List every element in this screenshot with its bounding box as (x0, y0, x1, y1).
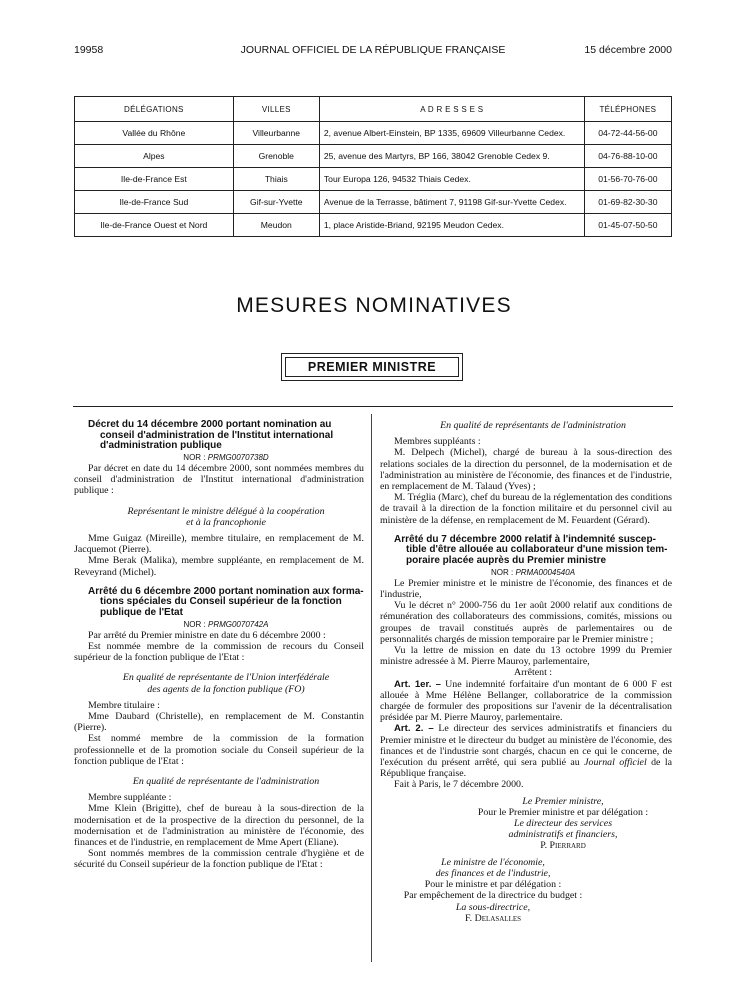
article-text: Le directeur des services administratifs et financiers du Premier ministre et le directeur du budget au ministère de l'économie, des finances et de l'industrie sont chargés, chacun en ce qui le concerne, de l'exécution du présent arrêté, qui sera publié au (380, 723, 672, 769)
signature-block (380, 857, 592, 924)
signature-line: Le Premier ministre, (522, 795, 604, 807)
italic-heading: En qualité de représentante de l'Union interfédérale (122, 672, 330, 684)
signature-line: Le ministre de l'économie, (441, 856, 545, 868)
column-divider (371, 414, 372, 962)
paragraph: Mme Klein (Brigitte), chef de bureau à la sous-direction de la modernisation et de la prospective de la direction du personnel, de la modernisation et de l'administration au ministère de l'économie, des finances et de l'industrie, en remplacement de Mme Apert (Eliane). (74, 803, 364, 849)
right-column (380, 420, 672, 924)
table-cell: Alpes (75, 145, 234, 168)
signatory-name: P. Pierrard (540, 840, 586, 852)
paragraph: M. Delpech (Michel), chargé de bureau à la sous-direction des relations sociales de la direction du personnel, de la modernisation et de l'administration au ministère de l'économie, des finances et de l'industrie, en remplacement de M. Talaud (Yves) ; (380, 447, 672, 493)
article (380, 679, 672, 724)
title-line: publique de l'Etat (100, 607, 183, 618)
article-text: de la République française. (380, 757, 672, 780)
section-title: MESURES NOMINATIVES (236, 294, 512, 317)
nor-code: PRMG0070738D (207, 452, 269, 462)
table-cell: 01-69-82-30-30 (584, 191, 671, 214)
table-cell: 04-72-44-56-00 (584, 122, 671, 145)
signature-block (440, 796, 672, 852)
nor-code: PRMG0070742A (207, 619, 269, 629)
paragraph: Le Premier ministre et le ministre de l'économie, des finances et de l'industrie, (380, 577, 672, 601)
signature-line: Par empêchement de la directrice du budget : (403, 890, 583, 902)
table-cell: Grenoble (233, 145, 319, 168)
title-line: d'administration publique (100, 440, 222, 452)
journal-reference: Journal officiel (584, 757, 647, 769)
table-cell: 25, avenue des Martyrs, BP 166, 38042 Grenoble Cedex 9. (319, 145, 584, 168)
article (380, 723, 672, 779)
paragraph: Vu la lettre de mission en date du 13 octobre 1999 du Premier ministre adressée à M. Pierre Mauroy, parlementaire, (380, 645, 672, 668)
italic-heading: et à la francophonie (186, 516, 266, 528)
left-column (74, 420, 364, 871)
article-text: Une indemnité forfaitaire d'un montant de 6 000 F est allouée à Mme Hélène Bellanger, collaboratrice de la commission chargée de formuler des propositions sur l'avenir de la décentralisation présidée par M. Pierre Mauroy, parlementaire. (380, 678, 672, 724)
table-cell: Tour Europa 126, 94532 Thiais Cedex. (319, 168, 584, 191)
journal-title: JOURNAL OFFICIEL DE LA RÉPUBLIQUE FRANÇAISE (240, 44, 506, 56)
table-cell: 01-56-70-76-00 (584, 168, 671, 191)
nor-label: NOR : (183, 619, 206, 629)
signature-line: administratifs et financiers, (508, 829, 618, 841)
signature-line: des finances et de l'industrie, (435, 867, 551, 879)
ministry-box (281, 353, 463, 381)
table-cell: Ile-de-France Sud (75, 191, 234, 214)
table-cell: Ile-de-France Est (75, 168, 234, 191)
table-cell: 1, place Aristide-Briand, 92195 Meudon Cedex. (319, 214, 584, 237)
paragraph: Membres suppléants : (394, 436, 481, 448)
paragraph: Est nommé membre de la commission de la formation professionnelle et de la promotion sociale du Conseil supérieur de la fonction publique de l'Etat : (74, 733, 364, 767)
table-row (75, 214, 672, 237)
signatory-name: F. Delasalles (464, 912, 522, 924)
table-cell: Gif-sur-Yvette (233, 191, 319, 214)
table-row (75, 145, 672, 168)
table-cell: Avenue de la Terrasse, bâtiment 7, 91198 Gif-sur-Yvette Cedex. (319, 191, 584, 214)
table-cell: 01-45-07-50-50 (584, 214, 671, 237)
table-cell: Meudon (233, 214, 319, 237)
paragraph: Par arrêté du Premier ministre en date du 6 décembre 2000 : (88, 629, 326, 641)
page-header (74, 44, 672, 58)
horizontal-rule (73, 406, 673, 407)
col-header: VILLES (233, 97, 319, 122)
signature-line: La sous-directrice, (455, 901, 531, 913)
italic-heading: des agents de la fonction publique (FO) (147, 683, 305, 695)
table-cell: Vallée du Rhône (75, 122, 234, 145)
paragraph: Mme Guigaz (Mireille), membre titulaire, en remplacement de M. Jacquemot (Pierre). (74, 533, 364, 556)
paragraph: Est nommée membre de la commission de recours du Conseil supérieur de la fonction publique de l'Etat : (74, 641, 364, 664)
title-line: conseil d'administration de l'Institut international (100, 429, 334, 441)
italic-heading: En qualité de représentants de l'administration (440, 420, 626, 431)
col-header: TÉLÉPHONES (584, 97, 671, 122)
table-cell: 04-76-88-10-00 (584, 145, 671, 168)
paragraph: Fait à Paris, le 7 décembre 2000. (394, 779, 524, 791)
title-line: tions spéciales du Conseil supérieur de la fonction (100, 596, 342, 608)
col-header: A D R E S S E S (319, 97, 584, 122)
table-cell: Ile-de-France Ouest et Nord (75, 214, 234, 237)
decree-title (74, 587, 364, 619)
italic-heading: Représentant le ministre délégué à la coopération (127, 505, 325, 517)
nor-reference (74, 619, 364, 630)
title-line: Arrêté du 7 décembre 2000 relatif à l'indemnité suscep- (394, 533, 656, 545)
nor-reference (74, 452, 364, 463)
title-line: Arrêté du 6 décembre 2000 portant nomination aux forma- (88, 585, 364, 597)
title-line: poraire placée auprès du Premier ministre (406, 555, 607, 567)
issue-date: 15 décembre 2000 (584, 44, 672, 56)
signature-line: Pour le ministre et par délégation : (424, 879, 562, 891)
paragraph: Vu le décret n° 2000-756 du 1er août 2000 relatif aux conditions de rémunération des collaborateurs des commissions, comités, missions ou groupes de travail constitués auprès de parlementaires ou de personnalités chargés de mission temporaire par le Premier ministre ; (380, 600, 672, 645)
paragraph: M. Tréglia (Marc), chef du bureau de la réglementation des conditions de travail à la direction de la fonction militaire et du personnel civil au ministère de la défense, en remplacement de M. Feuardent (Gérard). (380, 492, 672, 526)
italic-heading: En qualité de représentante de l'administration (132, 776, 320, 788)
decree-title (74, 420, 364, 452)
signature-line: Pour le Premier ministre et par délégation : (477, 806, 649, 818)
table-row (75, 191, 672, 214)
paragraph: Mme Daubard (Christelle), en remplacement de M. Constantin (Pierre). (74, 711, 364, 734)
nor-label: NOR : (183, 452, 206, 462)
table-cell: Thiais (233, 168, 319, 191)
nor-label: NOR : (490, 567, 514, 577)
col-header: DÉLÉGATIONS (75, 97, 234, 122)
signature-line: Le directeur des services (513, 818, 613, 830)
table-row (75, 122, 672, 145)
paragraph: Arrêtent : (513, 667, 553, 679)
nor-code: PRMA0004540A (515, 567, 576, 577)
article-label: Art. 1er. – (394, 678, 442, 690)
table-header-row (75, 97, 672, 122)
table-row (75, 168, 672, 191)
paragraph: Par décret en date du 14 décembre 2000, sont nommées membres du conseil d'administration de l'Institut international d'administration publique : (74, 462, 364, 497)
title-line: Décret du 14 décembre 2000 portant nomination au (88, 419, 332, 430)
table-cell: 2, avenue Albert-Einstein, BP 1335, 69609 Villeurbanne Cedex. (319, 122, 584, 145)
table-cell: Villeurbanne (233, 122, 319, 145)
paragraph: Membre titulaire : (88, 699, 160, 711)
delegations-table (74, 96, 672, 237)
nor-reference (380, 567, 672, 578)
paragraph: Sont nommés membres de la commission centrale d'hygiène et de sécurité du Conseil supérieur de la fonction publique de l'Etat : (74, 848, 364, 871)
ministry-label: PREMIER MINISTRE (285, 357, 459, 377)
decree-title (380, 535, 672, 567)
paragraph: Mme Berak (Malika), membre suppléante, en remplacement de M. Reveyrand (Michel). (74, 555, 364, 578)
title-line: tible d'être allouée au collaborateur d'une mission tem- (406, 544, 668, 556)
page-number: 19958 (74, 44, 104, 56)
article-label: Art. 2. – (394, 723, 434, 735)
paragraph: Membre suppléante : (88, 792, 172, 804)
